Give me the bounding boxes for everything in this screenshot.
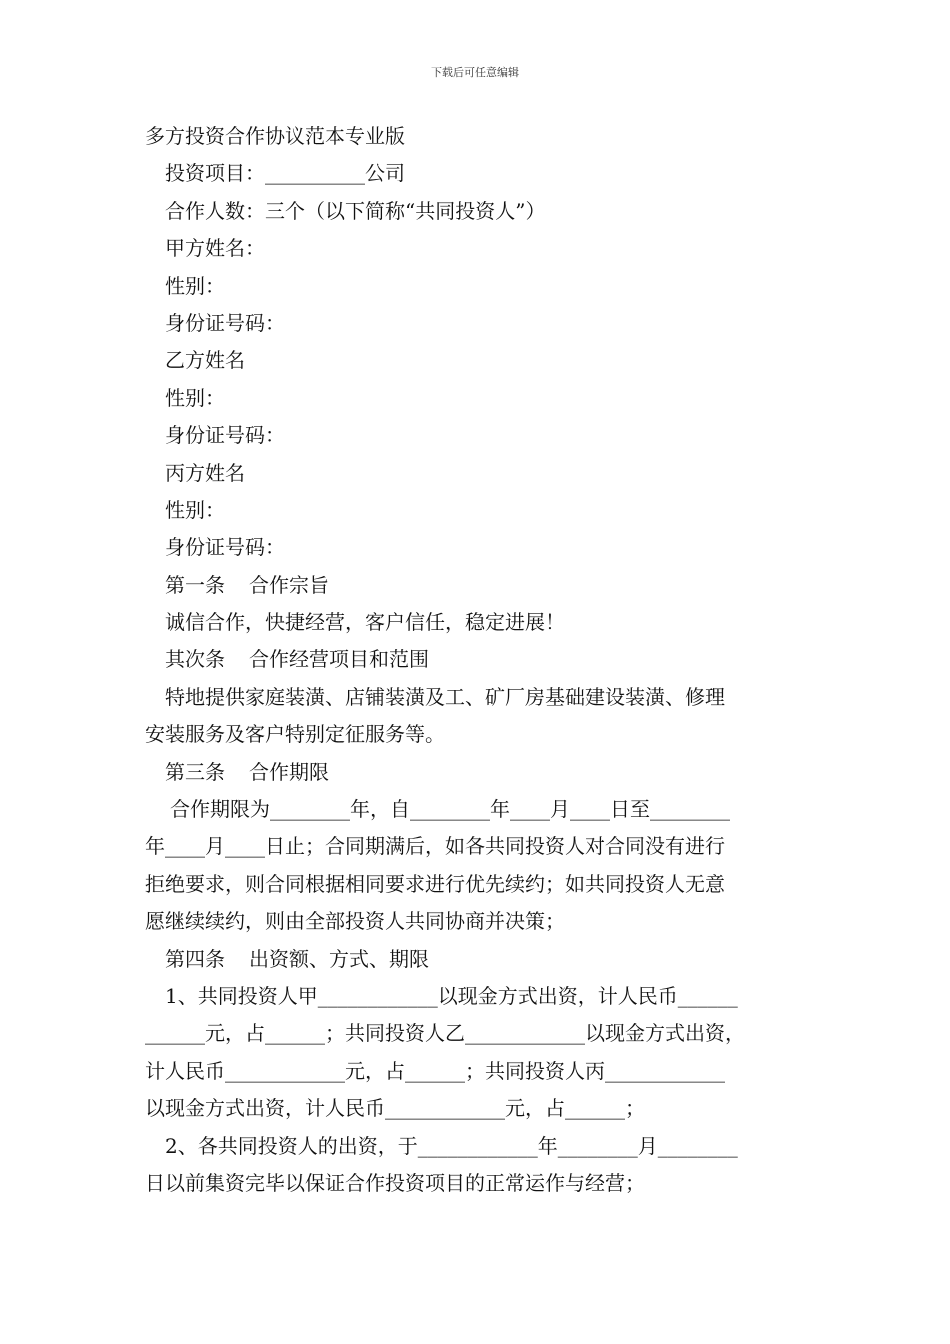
article-2-number: 其次条 [165, 647, 225, 672]
party-b-id-line: 身份证号码： [165, 423, 285, 448]
page-header-note: 下载后可任意编辑 [431, 66, 519, 79]
document-title: 多方投资合作协议范本专业版 [145, 124, 405, 148]
party-a-id-line: 身份证号码： [165, 310, 285, 335]
article-3-body-line-4: 愿继续续约，则由全部投资人共同协商并决策； [145, 909, 565, 934]
party-a-gender-line: 性别： [165, 273, 225, 298]
party-c-gender-line: 性别： [165, 497, 225, 522]
article-3-body-line-3: 拒绝要求，则合同根据相同要求进行优先续约；如共同投资人无意 [145, 871, 725, 896]
article-1-title: 合作宗旨 [249, 572, 329, 597]
article-3-number: 第三条 [165, 759, 225, 784]
article-4-title: 出资额、方式、期限 [249, 946, 429, 971]
article-4-heading [145, 941, 810, 978]
article-1-body: 诚信合作，快捷经营，客户信任，稳定进展！ [165, 610, 565, 635]
article-4-item-1-line-4: 以现金方式出资，计人民币____________元，占______； [145, 1096, 645, 1121]
agreement-document [145, 118, 810, 1202]
article-2-title: 合作经营项目和范围 [249, 647, 429, 672]
article-4-item-2-line-1: 2、各共同投资人的出资，于____________年________月________ [165, 1133, 738, 1158]
article-4-item-2-line-2: 日以前集资完毕以保证合作投资项目的正常运作与经营； [145, 1170, 645, 1195]
partner-count-line: 合作人数：三个（以下简称“共同投资人”） [165, 198, 546, 223]
article-4-item-1-line-1: 1、共同投资人甲____________以现金方式出资，计人民币______ [165, 983, 738, 1008]
article-3-body-line-2: 年____月____日止；合同期满后，如各共同投资人对合同没有进行 [145, 834, 725, 859]
article-3-body-line-1: 合作期限为________年，自________年____月____日至________ [170, 797, 730, 822]
article-3-title: 合作期限 [249, 759, 329, 784]
party-a-name-line: 甲方姓名： [165, 236, 265, 261]
investment-project-line: 投资项目：__________公司 [165, 161, 405, 186]
article-3-heading [145, 754, 810, 791]
party-c-id-line: 身份证号码： [165, 535, 285, 560]
article-1-number: 第一条 [165, 572, 225, 597]
article-4-number: 第四条 [165, 946, 225, 971]
party-c-name-line: 丙方姓名 [165, 460, 245, 485]
article-2-body-line-2: 安装服务及客户特别定征服务等。 [145, 722, 445, 747]
article-2-body-line-1: 特地提供家庭装潢、店铺装潢及工、矿厂房基础建设装潢、修理 [165, 684, 725, 709]
article-4-item-1-line-2: ______元，占______；共同投资人乙____________以现金方式出资， [145, 1021, 745, 1046]
article-1-heading [145, 567, 810, 604]
article-4-item-1-line-3: 计人民币____________元，占______；共同投资人丙____________ [145, 1058, 725, 1083]
party-b-name-line: 乙方姓名 [165, 348, 245, 373]
party-b-gender-line: 性别： [165, 385, 225, 410]
article-2-heading [145, 641, 810, 678]
